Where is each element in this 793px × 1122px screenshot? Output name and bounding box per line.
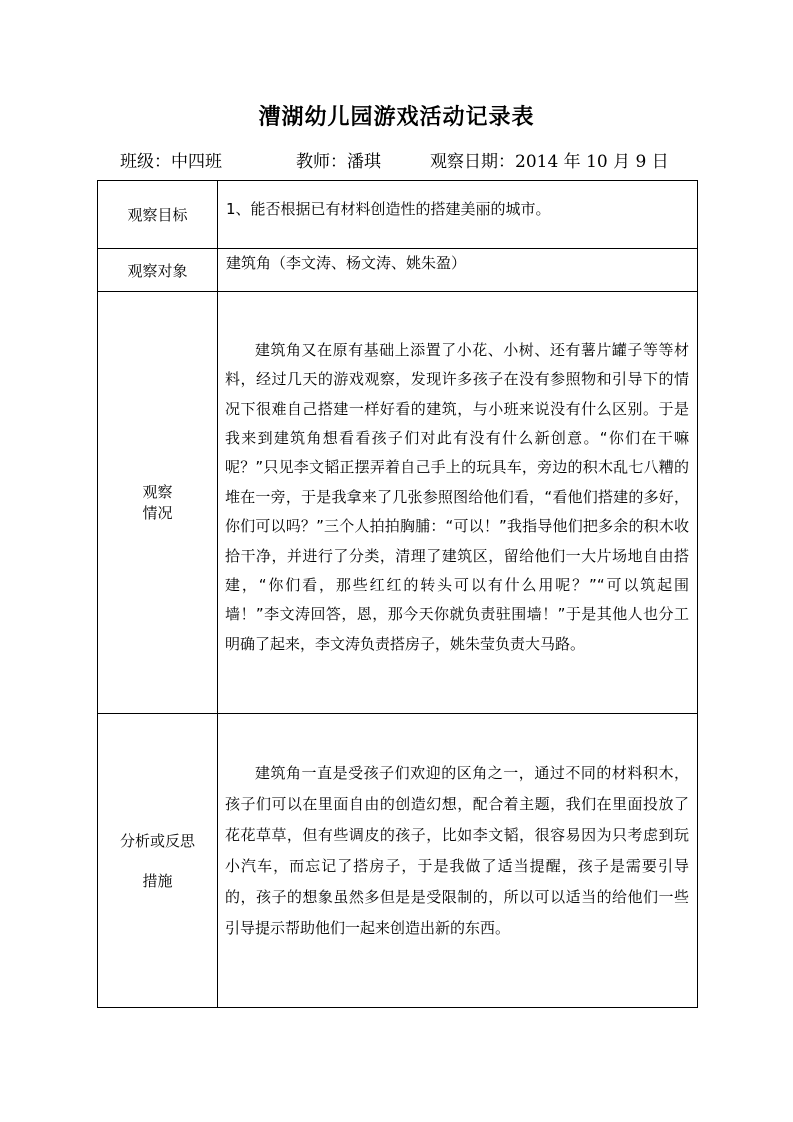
observation-label-line1: 观察 (142, 482, 173, 501)
observation-row (98, 292, 698, 714)
analysis-row (98, 714, 698, 1008)
analysis-label (98, 714, 218, 1008)
record-table (97, 180, 698, 1008)
class-info: 班级：中四班 (120, 152, 222, 172)
observation-cell (218, 292, 698, 714)
teacher-info: 教师：潘琪 (296, 152, 381, 172)
observation-label-line2: 情况 (142, 503, 173, 522)
observation-date: 观察日期：2014 年 10 月 9 日 (430, 152, 669, 172)
observation-text: 建筑角又在原有基础上添置了小花、小树、还有薯片罐子等等材料，经过几天的游戏观察，发现许多孩子在没有参照物和引导下的情况下很难自己搭建一样好看的建筑，与小班来说没有什么区别。于是我来到建筑角想看看孩子们对此有没有什么新创意。“你们在干嘛呢？”只见李文韬正摆弄着自己手上的玩具车，旁边的积木乱七八糟的堆在一旁，于是我拿来了几张参照图给他们看，“看他们搭建的多好，你们可以吗？”三个人拍拍胸脯：“可以！”我指导他们把多余的积木收拾干净，并进行了分类，清理了建筑区，留给他们一大片场地自由搭建，“你们看，那些红红的转头可以有什么用呢？”“可以筑起围墙！”李文涛回答，恩，那今天你就负责驻围墙！”于是其他人也分工明确了起来，李文涛负责搭房子，姚朱莹负责大马路。 (225, 340, 689, 653)
target-label: 观察对象 (98, 249, 218, 292)
page-title: 漕湖幼儿园游戏活动记录表 (258, 104, 535, 130)
analysis-label-line2: 措施 (142, 871, 173, 890)
goal-text: 1、能否根据已有材料创造性的搭建美丽的城市。 (226, 200, 551, 218)
observation-label (98, 292, 218, 714)
analysis-cell (218, 714, 698, 1008)
analysis-text: 建筑角一直是受孩子们欢迎的区角之一，通过不同的材料积木，孩子们可以在里面自由的创造幻想，配合着主题，我们在里面投放了花花草草，但有些调皮的孩子，比如李文韬，很容易因为只考虑到玩小汽车，而忘记了搭房子，于是我做了适当提醒，孩子是需要引导的，孩子的想象虽然多但是是受限制的，所以可以适当的给他们一些引导提示帮助他们一起来创造出新的东西。 (225, 763, 689, 937)
goal-row (98, 181, 698, 249)
analysis-label-line1: 分析或反思 (119, 831, 195, 850)
target-cell (218, 249, 698, 292)
target-text: 建筑角（李文涛、杨文涛、姚朱盈） (226, 253, 467, 272)
goal-cell (218, 181, 698, 249)
target-row (98, 249, 698, 292)
goal-label: 观察目标 (98, 181, 218, 249)
